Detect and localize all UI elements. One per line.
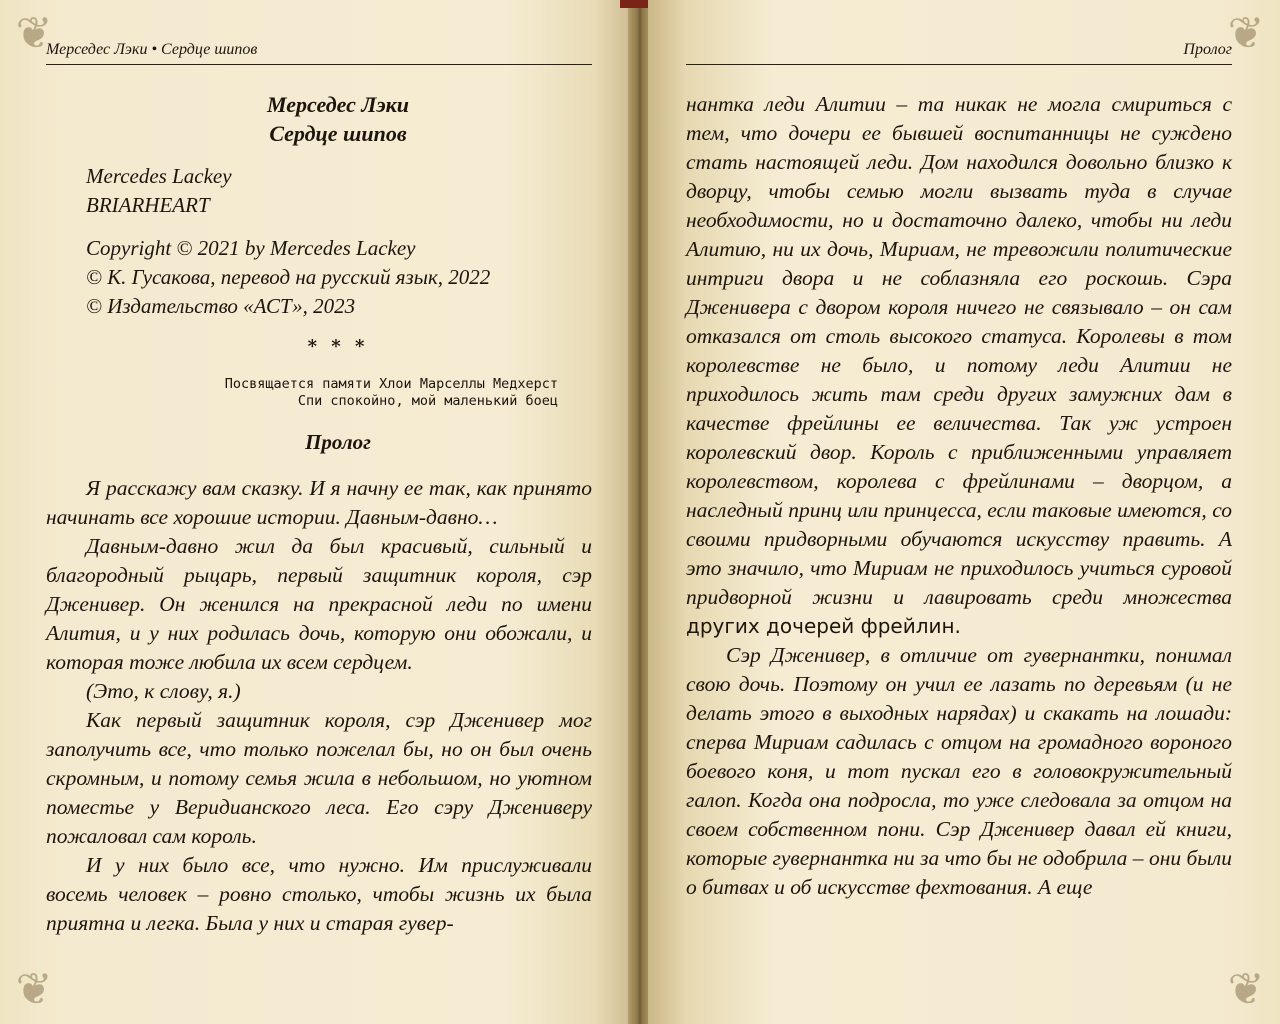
- paragraph: Как первый защитник короля, сэр Дженивер мог заполучить все, что только пожелал бы, но он был очень скромным, и потому семья жила в небольшом, но уютном поместье у Веридианского леса. Его сэру Джениверу пожаловал сам король.: [46, 708, 592, 848]
- paragraph: И у них было все, что нужно. Им прислуживали восемь человек – ровно столько, чтобы жизнь их была приятна и легка. Была у них и старая гувер-: [46, 853, 592, 935]
- left-page: [0, 0, 632, 1024]
- paragraph: (Это, к слову, я.): [86, 679, 241, 703]
- header-rule: [46, 64, 592, 65]
- copyright-line: Copyright © 2021 by Mercedes Lackey: [86, 236, 416, 260]
- paragraph: Сэр Дженивер, в отличие от гувернантки, понимал свою дочь. Поэтому он учил ее лазать по деревьям (и не делать этого в выходных нарядах) и скакать на лошади: сперва Мириам садилась с отцом на громадного вороного боевого коня, и тот пускал его в головокружительный галоп. Когда она подросла, то уже следовала за отцом на своем собственном пони. Сэр Дженивер давал ей книги, которые гувернантка ни за что бы не одобрила – они были о битвах и об искусстве фехтования. А еще: [686, 643, 1232, 899]
- original-author: Mercedes Lackey: [86, 164, 232, 188]
- corner-flourish-icon: ❦: [15, 8, 53, 59]
- corner-flourish-icon: ❦: [1227, 8, 1265, 59]
- paragraph: [686, 90, 1232, 641]
- title-book: Сердце шипов: [269, 121, 407, 146]
- corner-flourish-icon: ❦: [15, 964, 53, 1015]
- original-edition: [86, 162, 232, 220]
- copyright-line: © Издательство «АСТ», 2023: [86, 294, 356, 318]
- section-separator: * * *: [307, 336, 369, 357]
- right-body-text: [686, 90, 1232, 902]
- copyright-block: [86, 234, 490, 321]
- dedication: [225, 376, 558, 410]
- chapter-title: Пролог: [305, 430, 371, 454]
- dedication-line: Посвящается памяти Хлои Марселлы Медхерст: [224, 376, 558, 392]
- paragraph-tail-upright: других дочерей фрейлин.: [686, 614, 961, 638]
- header-rule: [686, 64, 1232, 65]
- title-author: Мерседес Лэки: [267, 92, 409, 117]
- running-head-left: Мерседес Лэки • Сердце шипов: [46, 41, 258, 58]
- corner-flourish-icon: ❦: [1227, 964, 1265, 1015]
- dedication-line: Спи спокойно, мой маленький боец: [297, 393, 558, 409]
- left-body-text: [46, 474, 592, 938]
- right-page: [648, 0, 1280, 1024]
- paragraph-continued: нантка леди Алитии – та никак не могла смириться с тем, что дочери ее бывшей воспитанницы не суждено стать настоящей леди. Дом находился довольно близко к дворцу, чтобы семью могли вызвать туда в случае необходимости, но и достаточно далеко, чтобы ни леди Алитию, ни их дочь, Мириам, не тревожили политические интриги двора и не соблазняла его роскошь. Сэра Дженивера с двором короля ничего не связывало – он сам отказался от столь высокого статуса. Королевы в том королевстве не было, и потому леди Алитии не приходилось жить там среди других замужних дам в качестве фрейлины ее величества. Так уж устроен королевский двор. Король с приближенными управляет королевством, королева с фрейлинами – дворцом, а наследный принц или принцесса, если таковые имеются, со своими придворными обучаются искусству править. А это значило, что Мириам не приходилось учиться суровой придворной жизни и лавировать среди множества: [686, 92, 1232, 609]
- running-head-right: Пролог: [1183, 41, 1232, 58]
- paragraph: Давным-давно жил да был красивый, сильный и благородный рыцарь, первый защитник короля, сэр Дженивер. Он женился на прекрасной леди по имени Алития, и у них родилась дочь, которую они обожали, и которая тоже любила их всем сердцем.: [46, 534, 592, 674]
- paragraph: Я расскажу вам сказку. И я начну ее так, как принято начинать все хорошие истории. Давным-давно…: [46, 476, 592, 529]
- copyright-line: © К. Гусакова, перевод на русский язык, 2022: [86, 265, 491, 289]
- title-block: [46, 90, 630, 148]
- original-title: BRIARHEART: [86, 193, 210, 217]
